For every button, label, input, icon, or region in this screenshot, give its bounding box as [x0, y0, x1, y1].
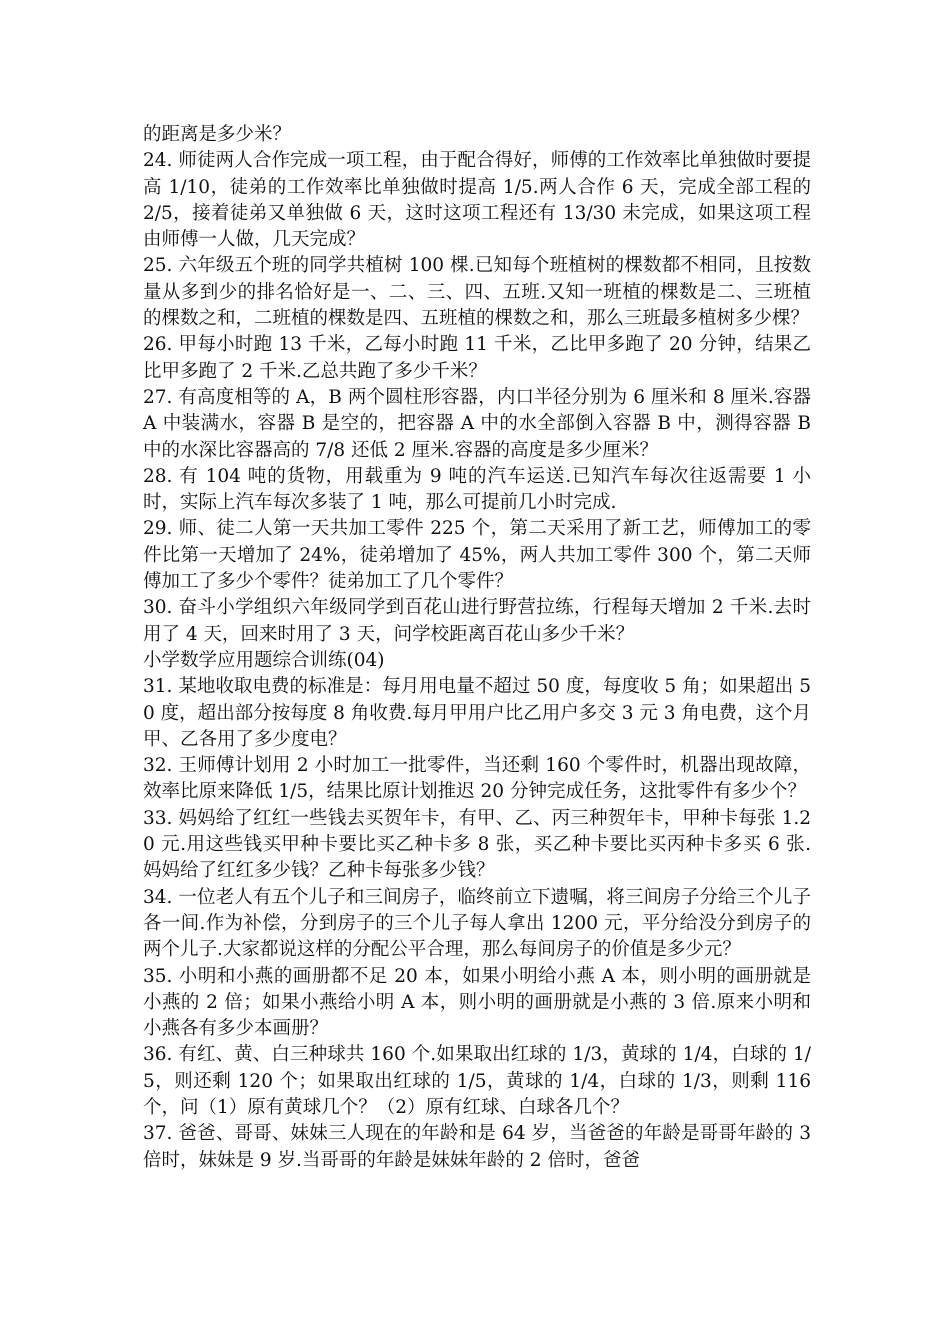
problem-27: 27. 有高度相等的 A，B 两个圆柱形容器，内口半径分别为 6 厘米和 8 厘米.容器 A 中装满水，容器 B 是空的，把容器 A 中的水全部倒入容器 B 中，测得容器 B 中的水深比容器高的 7/8 还低 2 厘米.容器的高度是多少厘米？ — [143, 386, 811, 461]
problem-24: 24. 师徒两人合作完成一项工程，由于配合得好，师傅的工作效率比单独做时要提高 1/10，徒弟的工作效率比单独做时提高 1/5.两人合作 6 天，完成全部工程的 2/5，接着徒弟又单独做 6 天，这时这项工程还有 13/30 未完成，如果这项工程由师傅一人做，几天完成？ — [143, 150, 811, 251]
problem-25: 25. 六年级五个班的同学共植树 100 棵.已知每个班植树的棵数都不相同，且按数量从多到少的排名恰好是一、二、三、四、五班.又知一班植的棵数是二、三班植的棵数之和，二班植的棵数是四、五班植的棵数之和，那么三班最多植树多少棵？ — [143, 255, 811, 330]
document-page — [143, 122, 811, 1174]
paragraph-fragment: 的距离是多少米？ — [143, 124, 292, 145]
problem-29: 29. 师、徒二人第一天共加工零件 225 个，第二天采用了新工艺，师傅加工的零件比第一天增加了 24%，徒弟增加了 45%，两人共加工零件 300 个，第二天师傅加工了多少个零件？徒弟加工了几个零件？ — [143, 518, 811, 593]
problem-28: 28. 有 104 吨的货物，用载重为 9 吨的汽车运送.已知汽车每次往返需要 1 小时，实际上汽车每次多装了 1 吨，那么可提前几小时完成. — [143, 465, 811, 514]
problem-30: 30. 奋斗小学组织六年级同学到百花山进行野营拉练，行程每天增加 2 千米.去时用了 4 天，回来时用了 3 天，问学校距离百花山多少千米？ — [143, 597, 811, 645]
problem-31: 31. 某地收取电费的标准是：每月用电量不超过 50 度，每度收 5 角；如果超出 50 度，超出部分按每度 8 角收费.每月甲用户比乙用户多交 3 元 3 角电费，这个月甲、乙各用了多少度电？ — [143, 676, 811, 750]
problem-32: 32. 王师傅计划用 2 小时加工一批零件，当还剩 160 个零件时，机器出现故障，效率比原来降低 1/5，结果比原计划推迟 20 分钟完成任务，这批零件有多少个？ — [143, 755, 811, 803]
problem-26: 26. 甲每小时跑 13 千米，乙每小时跑 11 千米，乙比甲多跑了 20 分钟，结果乙比甲多跑了 2 千米.乙总共跑了多少千米？ — [143, 334, 811, 382]
section-heading: 小学数学应用题综合训练(04) — [143, 649, 385, 671]
problem-37: 37. 爸爸、哥哥、妹妹三人现在的年龄和是 64 岁，当爸爸的年龄是哥哥年龄的 3 倍时，妹妹是 9 岁.当哥哥的年龄是妹妹年龄的 2 倍时，爸爸 — [143, 1123, 811, 1171]
problem-34: 34. 一位老人有五个儿子和三间房子，临终前立下遗嘱，将三间房子分给三个儿子各一间.作为补偿，分到房子的三个儿子每人拿出 1200 元，平分给没分到房子的两个儿子.大家都说这样的分配公平合理，那么每间房子的价值是多少元？ — [143, 886, 811, 961]
problem-36: 36. 有红、黄、白三种球共 160 个.如果取出红球的 1/3，黄球的 1/4，白球的 1/5，则还剩 120 个；如果取出红球的 1/5，黄球的 1/4，白球的 1/3，则剩 116 个，问（1）原有黄球几个？（2）原有红球、白球各几个？ — [143, 1044, 811, 1118]
problem-33: 33. 妈妈给了红红一些钱去买贺年卡，有甲、乙、丙三种贺年卡，甲种卡每张 1.20 元.用这些钱买甲种卡要比买乙种卡多 8 张，买乙种卡要比买丙种卡多买 6 张.妈妈给了红红多少钱？乙种卡每张多少钱？ — [143, 807, 811, 882]
problem-35: 35. 小明和小燕的画册都不足 20 本，如果小明给小燕 A 本，则小明的画册就是小燕的 2 倍；如果小燕给小明 A 本，则小明的画册就是小燕的 3 倍.原来小明和小燕各有多少本画册？ — [143, 965, 811, 1040]
